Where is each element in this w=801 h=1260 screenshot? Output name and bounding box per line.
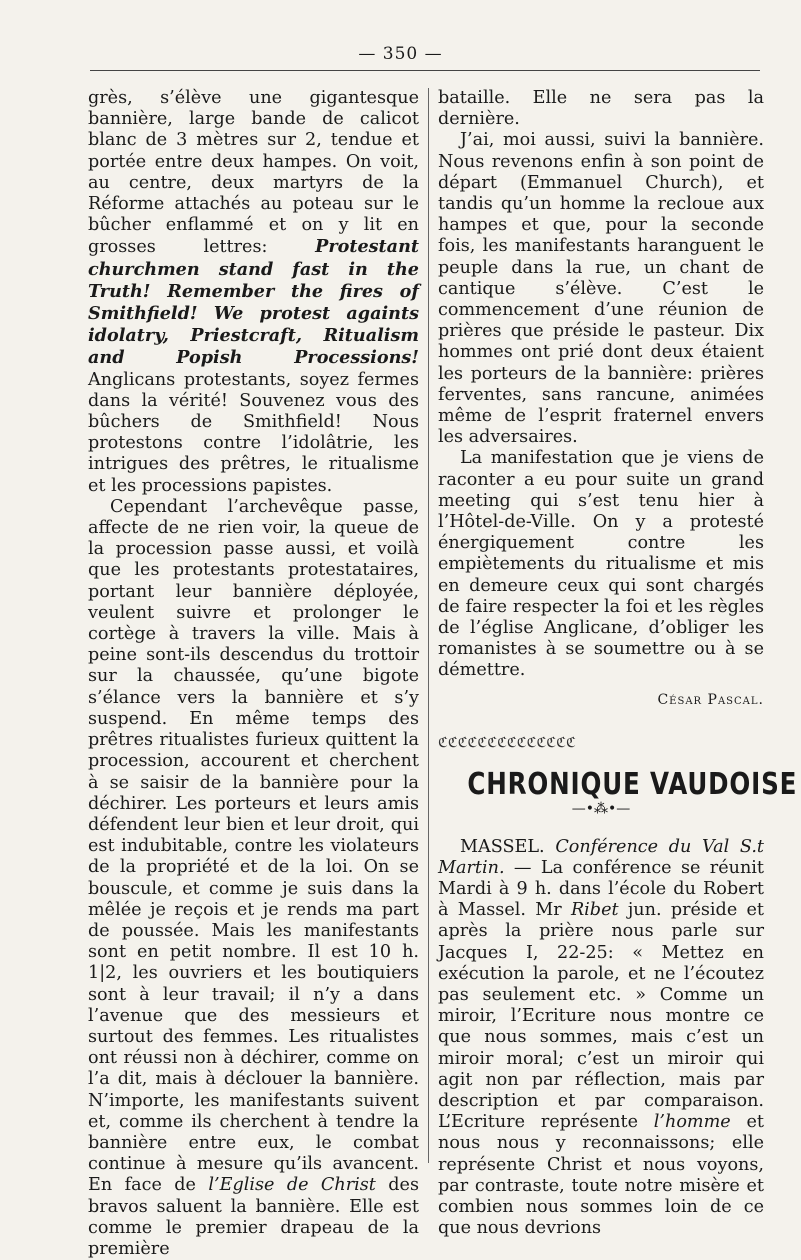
left-p1-text-a: grès, s’élève une gigantesque bannière, large bande de calicot blanc de 3 mètres sur 2, tendue et portée entre deux hampes. On voit, au centre, deux martyrs de la Réforme attachés au poteau sur le bûcher enflammé et on y lit en grosses lettres:	[88, 88, 419, 258]
left-p2-italic: l’Eglise de Christ	[208, 1175, 376, 1196]
page-number: — 350 —	[358, 44, 443, 64]
right-column	[438, 88, 798, 1239]
right-p4-text-c: — La conférence se réunit Mardi à 9 h. dans l’école du Robert à Massel. Mr	[438, 857, 764, 921]
left-paragraph-1	[88, 88, 419, 497]
right-paragraph-2: J’ai, moi aussi, suivi la bannière. Nous revenons enfin à son point de départ (Emmanuel Church), et tandis qu’un homme la recloue aux hampes et que, pour la seconde fois, les manifestants haranguent le peuple dans la rue, un chant de cantique s’élève. C’est le commencement d’une réunion de prières que préside le pasteur. Dix hommes ont prié dont deux étaient les porteurs de la bannière: prières ferventes, sans rancune, animées même de l’esprit fraternel envers les adversaires.	[438, 130, 764, 448]
right-p4-italic-f: l’homme	[653, 1112, 731, 1133]
header-rule	[90, 70, 760, 71]
left-paragraph-2	[88, 497, 419, 1260]
right-p4-italic-d: Ribet	[570, 900, 619, 921]
right-paragraph-1: bataille. Elle ne sera pas la dernière.	[438, 88, 764, 130]
section-title: CHRONIQUE VAUDOISE	[467, 767, 798, 803]
column-divider	[428, 88, 429, 1163]
right-p4-text-e: jun. préside et après la prière nous parle sur Jacques I, 22-25: « Mettez en exécution la parole, et ne l’écoutez pas seulement etc. » Comme un miroir, l’Ecriture nous montre ce que nous sommes, mais c’est un miroir moral; c’est un miroir qui agit non par réflection, mais par description et par comparaison. L’Ecriture représente	[438, 900, 764, 1133]
right-paragraph-4	[438, 837, 764, 1240]
signature: César Pascal.	[657, 691, 764, 708]
title-flourish: —•⁂•—	[571, 801, 631, 818]
left-column	[88, 88, 419, 1260]
ornamental-rule: ℭℭℭℭℭℭℭℭℭℭℭℭℭℭ	[438, 734, 576, 751]
left-p2-text-a: Cependant l’archevêque passe, affecte de ne rien voir, la queue de la procession passe aussi, et voilà que les protestants protestataires, portant leur bannière déployée, veulent suivre et prolonger le cortège à travers la ville. Mais à peine sont-ils descendus du trottoir sur la chaussée, qu’une bigote s’élance vers la bannière et s’y suspend. En même temps des prêtres ritualistes furieux quittent la procession, accourent et cherchent à se saisir de la bannière pour la déchirer. Les porteurs et leurs amis défendent leur bien et leur droit, qui est indubitable, contre les violateurs de la propriété et de la loi. On se bouscule, et comme je suis dans la mêlée je reçois et je rends ma part de poussée. Mais les manifestants sont en petit nombre. Il est 10 h. 1|2, les ouvriers et les boutiquiers sont à leur travail; il n’y a dans l’avenue que des messieurs et surtout des femmes. Les ritualistes ont réussi non à déchirer, comme on l’a dit, mais à déclouer la bannière. N’importe, les manifestants suivent et, comme ils cherchent à tendre la bannière entre eux, le combat continue à mesure qu’ils avancent. En face de	[88, 496, 419, 1196]
right-p4-text-g: et nous nous y reconnaissons; elle représente Christ et nous voyons, par contraste, toute notre misère et combien nous sommes loin de ce que nous devrions	[438, 1112, 764, 1239]
right-paragraph-3: La manifestation que je viens de raconter a eu pour suite un grand meeting qui s’est tenu hier à l’Hôtel-de-Ville. On y a protesté énergiquement contre les empiètements du ritualisme et mis en demeure ceux qui sont chargés de faire respecter la foi et les règles de l’église Anglicane, d’obliger les romanistes à se soumettre ou à se démettre.	[438, 448, 764, 681]
right-p4-italic-b: Conférence du Val S.t Martin.	[438, 836, 764, 878]
left-p1-text-c: Anglicans protestants, soyez fermes dans la vérité! Souvenez vous des bûchers de Smithfield! Nous protestons contre l’idolâtrie, les intrigues des prêtres, le ritualisme et les processions papistes.	[88, 369, 419, 496]
right-p4-text-a: MASSEL.	[460, 836, 556, 857]
left-p1-quote: Protestant churchmen stand fast in the Truth! Remember the fires of Smithfield! We protest againts idolatry, Priestcraft, Ritualism and Popish Processions!	[88, 236, 419, 369]
left-p2-text-c: des bravos saluent la bannière. Elle est comme le premier drapeau de la première	[88, 1175, 420, 1259]
